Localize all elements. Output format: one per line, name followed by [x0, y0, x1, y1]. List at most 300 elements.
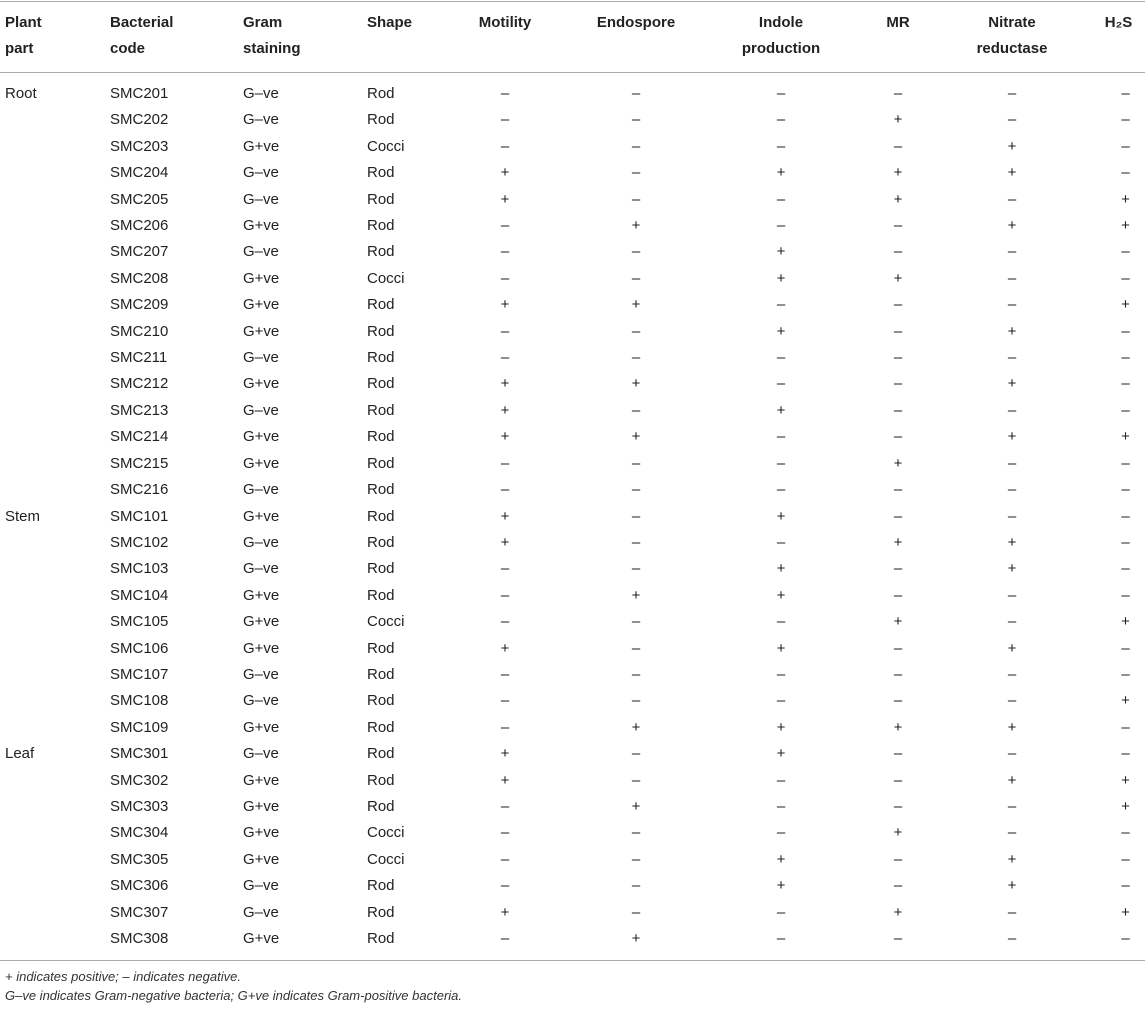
cell-shape: Rod [367, 771, 395, 789]
cell-mr: + [893, 718, 903, 736]
cell-motility: + [500, 533, 510, 551]
cell-shape: Rod [367, 481, 395, 499]
cell-bacterial-code: SMC301 [110, 745, 169, 763]
cell-nitrate-reductase: – [1007, 745, 1017, 763]
table-footnotes [0, 967, 1145, 1005]
cell-motility: – [500, 85, 510, 102]
table-row [0, 424, 1145, 450]
table-row [0, 292, 1145, 318]
cell-gram-staining: G–ve [243, 243, 279, 261]
cell-mr: + [893, 533, 903, 551]
cell-nitrate-reductase: + [1007, 850, 1017, 868]
cell-mr: – [893, 401, 903, 419]
cell-endospore: – [631, 639, 641, 657]
cell-endospore: – [631, 877, 641, 895]
cell-endospore: – [631, 111, 641, 129]
cell-bacterial-code: SMC201 [110, 85, 169, 102]
cell-nitrate-reductase: + [1007, 164, 1017, 182]
table-row [0, 371, 1145, 397]
cell-h2s: + [1121, 797, 1130, 815]
cell-plant-part [0, 768, 105, 794]
cell-shape: Rod [367, 586, 395, 604]
cell-gram-staining: G–ve [243, 164, 279, 182]
table-row [0, 873, 1145, 899]
cell-nitrate-reductase: – [1007, 296, 1017, 314]
cell-bacterial-code: SMC107 [110, 665, 169, 683]
cell-motility: – [500, 560, 510, 578]
cell-h2s: – [1121, 533, 1130, 551]
table-row [0, 530, 1145, 556]
cell-h2s: – [1121, 745, 1130, 763]
table-row [0, 239, 1145, 265]
table-row [0, 794, 1145, 820]
cell-endospore: – [631, 243, 641, 261]
cell-plant-part [0, 477, 105, 503]
cell-nitrate-reductase: + [1007, 375, 1017, 393]
cell-h2s: – [1121, 665, 1130, 683]
cell-mr: + [893, 903, 903, 921]
cell-motility: – [500, 850, 510, 868]
cell-indole-production: – [776, 665, 786, 683]
cell-gram-staining: G–ve [243, 401, 279, 419]
cell-nitrate-reductase: – [1007, 930, 1017, 947]
column-header-indole-production [702, 2, 860, 73]
cell-mr: – [893, 507, 903, 525]
cell-mr: + [893, 269, 903, 287]
cell-gram-staining: G–ve [243, 692, 279, 710]
cell-plant-part [0, 794, 105, 820]
cell-plant-part: Stem [5, 507, 41, 525]
cell-nitrate-reductase: – [1007, 481, 1017, 499]
cell-h2s: + [1121, 296, 1130, 314]
cell-gram-staining: G+ve [243, 613, 280, 631]
cell-motility: – [500, 111, 510, 129]
cell-nitrate-reductase: – [1007, 507, 1017, 525]
cell-bacterial-code: SMC103 [110, 560, 169, 578]
cell-bacterial-code: SMC205 [110, 190, 169, 208]
cell-bacterial-code: SMC109 [110, 718, 169, 736]
cell-bacterial-code: SMC306 [110, 877, 169, 895]
cell-plant-part [0, 266, 105, 292]
cell-plant-part [0, 847, 105, 873]
cell-plant-part [0, 900, 105, 926]
cell-endospore: + [631, 375, 641, 393]
cell-endospore: – [631, 560, 641, 578]
cell-plant-part [0, 662, 105, 688]
cell-shape: Rod [367, 349, 395, 367]
cell-motility: + [500, 428, 510, 446]
cell-plant-part [0, 160, 105, 186]
cell-mr: – [893, 930, 903, 947]
table-row [0, 556, 1145, 582]
cell-shape: Rod [367, 560, 395, 578]
cell-bacterial-code: SMC213 [110, 401, 169, 419]
table-row [0, 345, 1145, 371]
cell-nitrate-reductase: – [1007, 613, 1017, 631]
cell-indole-production: – [776, 111, 786, 129]
cell-motility: – [500, 269, 510, 287]
cell-gram-staining: G+ve [243, 375, 280, 393]
cell-indole-production: – [776, 428, 786, 446]
cell-gram-staining: G+ve [243, 217, 280, 235]
cell-endospore: – [631, 692, 641, 710]
cell-nitrate-reductase: – [1007, 903, 1017, 921]
cell-gram-staining: G+ve [243, 771, 280, 789]
cell-plant-part: Root [5, 85, 37, 102]
cell-gram-staining: G+ve [243, 930, 280, 947]
column-header-label: Indole production [741, 14, 821, 57]
cell-h2s: + [1121, 190, 1130, 208]
cell-endospore: – [631, 481, 641, 499]
cell-motility: – [500, 481, 510, 499]
cell-nitrate-reductase: + [1007, 217, 1017, 235]
cell-gram-staining: G+ve [243, 639, 280, 657]
cell-indole-production: – [776, 613, 786, 631]
cell-shape: Cocci [367, 137, 405, 155]
cell-endospore: + [631, 217, 641, 235]
column-header-label: H₂S [1104, 14, 1133, 31]
cell-plant-part [0, 187, 105, 213]
cell-gram-staining: G+ve [243, 428, 280, 446]
cell-gram-staining: G–ve [243, 877, 279, 895]
cell-motility: – [500, 243, 510, 261]
cell-indole-production: – [776, 85, 786, 102]
cell-gram-staining: G+ve [243, 296, 280, 314]
table-row [0, 741, 1145, 767]
table-row [0, 107, 1145, 133]
cell-endospore: + [631, 428, 641, 446]
cell-plant-part [0, 873, 105, 899]
table-row [0, 688, 1145, 714]
table-footnote: + indicates positive; – indicates negative. [5, 969, 241, 985]
cell-nitrate-reductase: + [1007, 560, 1017, 578]
cell-shape: Rod [367, 454, 395, 472]
cell-h2s: – [1121, 269, 1130, 287]
cell-nitrate-reductase: – [1007, 243, 1017, 261]
table-row [0, 213, 1145, 239]
cell-bacterial-code: SMC101 [110, 507, 169, 525]
table-row [0, 398, 1145, 424]
cell-nitrate-reductase: – [1007, 85, 1017, 102]
cell-gram-staining: G–ve [243, 349, 279, 367]
cell-shape: Rod [367, 507, 395, 525]
table-row [0, 160, 1145, 186]
cell-bacterial-code: SMC210 [110, 322, 169, 340]
cell-endospore: + [631, 718, 641, 736]
cell-nitrate-reductase: + [1007, 533, 1017, 551]
table-row [0, 319, 1145, 345]
cell-h2s: – [1121, 639, 1130, 657]
column-header-plant-part [0, 2, 105, 73]
cell-h2s: – [1121, 85, 1130, 102]
cell-h2s: – [1121, 481, 1130, 499]
cell-bacterial-code: SMC304 [110, 824, 169, 842]
column-header-shape [362, 2, 440, 73]
cell-gram-staining: G–ve [243, 665, 279, 683]
cell-endospore: – [631, 533, 641, 551]
cell-h2s: – [1121, 930, 1130, 947]
cell-h2s: – [1121, 454, 1130, 472]
table-body [0, 73, 1145, 961]
cell-indole-production: – [776, 824, 786, 842]
table-row [0, 73, 1145, 108]
cell-h2s: – [1121, 718, 1130, 736]
cell-bacterial-code: SMC212 [110, 375, 169, 393]
cell-indole-production: + [776, 850, 786, 868]
cell-motility: – [500, 824, 510, 842]
cell-nitrate-reductase: + [1007, 322, 1017, 340]
cell-mr: – [893, 375, 903, 393]
cell-plant-part [0, 424, 105, 450]
cell-plant-part [0, 398, 105, 424]
cell-motility: + [500, 507, 510, 525]
cell-h2s: – [1121, 401, 1130, 419]
cell-endospore: – [631, 613, 641, 631]
cell-mr: – [893, 217, 903, 235]
cell-bacterial-code: SMC207 [110, 243, 169, 261]
cell-motility: – [500, 797, 510, 815]
table-row [0, 504, 1145, 530]
cell-nitrate-reductase: – [1007, 190, 1017, 208]
cell-motility: – [500, 586, 510, 604]
cell-shape: Rod [367, 217, 395, 235]
cell-h2s: – [1121, 586, 1130, 604]
cell-gram-staining: G+ve [243, 850, 280, 868]
column-header-gram-staining [238, 2, 362, 73]
cell-nitrate-reductase: + [1007, 771, 1017, 789]
cell-h2s: + [1121, 692, 1130, 710]
cell-nitrate-reductase: – [1007, 269, 1017, 287]
cell-endospore: – [631, 85, 641, 102]
cell-motility: – [500, 137, 510, 155]
table-row [0, 477, 1145, 503]
cell-gram-staining: G–ve [243, 533, 279, 551]
cell-indole-production: + [776, 745, 786, 763]
cell-gram-staining: G–ve [243, 481, 279, 499]
column-header-label: Nitrate reductase [976, 14, 1048, 57]
cell-plant-part [0, 213, 105, 239]
cell-mr: – [893, 692, 903, 710]
cell-bacterial-code: SMC215 [110, 454, 169, 472]
cell-gram-staining: G–ve [243, 85, 279, 102]
cell-indole-production: + [776, 560, 786, 578]
cell-motility: – [500, 454, 510, 472]
table-row [0, 266, 1145, 292]
cell-bacterial-code: SMC105 [110, 613, 169, 631]
cell-h2s: – [1121, 243, 1130, 261]
column-header-motility [440, 2, 570, 73]
cell-gram-staining: G+ve [243, 454, 280, 472]
cell-endospore: – [631, 665, 641, 683]
cell-bacterial-code: SMC209 [110, 296, 169, 314]
cell-endospore: – [631, 137, 641, 155]
cell-h2s: – [1121, 877, 1130, 895]
table-row [0, 187, 1145, 213]
column-header-bacterial-code [105, 2, 238, 73]
table-row [0, 451, 1145, 477]
cell-indole-production: – [776, 137, 786, 155]
cell-mr: – [893, 137, 903, 155]
cell-motility: – [500, 613, 510, 631]
cell-gram-staining: G+ve [243, 269, 280, 287]
cell-indole-production: – [776, 454, 786, 472]
table-row [0, 926, 1145, 961]
table-row [0, 134, 1145, 160]
table-row [0, 636, 1145, 662]
cell-plant-part [0, 636, 105, 662]
cell-bacterial-code: SMC302 [110, 771, 169, 789]
cell-mr: – [893, 745, 903, 763]
cell-indole-production: – [776, 903, 786, 921]
cell-shape: Rod [367, 190, 395, 208]
cell-shape: Rod [367, 692, 395, 710]
cell-nitrate-reductase: – [1007, 797, 1017, 815]
cell-endospore: – [631, 190, 641, 208]
cell-motility: + [500, 164, 510, 182]
cell-nitrate-reductase: + [1007, 639, 1017, 657]
column-header-nitrate-reductase [936, 2, 1088, 73]
cell-shape: Rod [367, 877, 395, 895]
cell-gram-staining: G+ve [243, 824, 280, 842]
cell-endospore: – [631, 269, 641, 287]
cell-mr: – [893, 481, 903, 499]
cell-shape: Cocci [367, 850, 405, 868]
cell-h2s: + [1121, 771, 1130, 789]
cell-endospore: – [631, 349, 641, 367]
cell-indole-production: – [776, 349, 786, 367]
cell-endospore: – [631, 507, 641, 525]
cell-gram-staining: G+ve [243, 718, 280, 736]
cell-motility: + [500, 639, 510, 657]
cell-mr: – [893, 877, 903, 895]
cell-indole-production: – [776, 533, 786, 551]
column-header-label: Endospore [596, 14, 676, 31]
cell-plant-part [0, 134, 105, 160]
cell-h2s: – [1121, 560, 1130, 578]
cell-plant-part [0, 451, 105, 477]
cell-shape: Cocci [367, 269, 405, 287]
cell-mr: – [893, 797, 903, 815]
cell-indole-production: – [776, 296, 786, 314]
cell-endospore: + [631, 797, 641, 815]
cell-shape: Rod [367, 533, 395, 551]
cell-nitrate-reductase: + [1007, 877, 1017, 895]
cell-nitrate-reductase: – [1007, 586, 1017, 604]
column-header-endospore [570, 2, 702, 73]
cell-mr: – [893, 322, 903, 340]
cell-bacterial-code: SMC214 [110, 428, 169, 446]
cell-mr: + [893, 454, 903, 472]
table-row [0, 820, 1145, 846]
cell-indole-production: + [776, 164, 786, 182]
cell-indole-production: + [776, 877, 786, 895]
cell-mr: – [893, 428, 903, 446]
cell-plant-part [0, 371, 105, 397]
cell-indole-production: + [776, 322, 786, 340]
cell-indole-production: + [776, 243, 786, 261]
cell-indole-production: – [776, 930, 786, 947]
cell-endospore: + [631, 296, 641, 314]
cell-plant-part [0, 239, 105, 265]
cell-gram-staining: G+ve [243, 137, 280, 155]
cell-plant-part [0, 609, 105, 635]
cell-mr: – [893, 85, 903, 102]
cell-h2s: – [1121, 164, 1130, 182]
cell-motility: – [500, 322, 510, 340]
cell-nitrate-reductase: + [1007, 718, 1017, 736]
cell-shape: Rod [367, 718, 395, 736]
cell-plant-part [0, 820, 105, 846]
column-header-h2s [1088, 2, 1145, 73]
cell-shape: Rod [367, 322, 395, 340]
cell-h2s: – [1121, 322, 1130, 340]
cell-gram-staining: G–ve [243, 745, 279, 763]
cell-motility: – [500, 877, 510, 895]
cell-bacterial-code: SMC202 [110, 111, 169, 129]
cell-bacterial-code: SMC211 [110, 349, 168, 367]
cell-motility: + [500, 375, 510, 393]
cell-nitrate-reductase: – [1007, 401, 1017, 419]
cell-nitrate-reductase: – [1007, 349, 1017, 367]
cell-shape: Rod [367, 164, 395, 182]
cell-gram-staining: G–ve [243, 560, 279, 578]
cell-bacterial-code: SMC308 [110, 930, 169, 947]
column-header-mr [860, 2, 936, 73]
cell-indole-production: + [776, 639, 786, 657]
cell-motility: – [500, 349, 510, 367]
cell-motility: + [500, 903, 510, 921]
cell-nitrate-reductase: – [1007, 665, 1017, 683]
column-header-label: Motility [478, 14, 532, 31]
cell-nitrate-reductase: – [1007, 824, 1017, 842]
cell-mr: – [893, 850, 903, 868]
cell-indole-production: – [776, 771, 786, 789]
cell-gram-staining: G–ve [243, 190, 279, 208]
cell-nitrate-reductase: – [1007, 454, 1017, 472]
cell-mr: + [893, 613, 903, 631]
cell-gram-staining: G+ve [243, 586, 280, 604]
cell-motility: + [500, 745, 510, 763]
cell-indole-production: + [776, 269, 786, 287]
cell-mr: – [893, 560, 903, 578]
table-row [0, 609, 1145, 635]
table-row [0, 768, 1145, 794]
cell-h2s: – [1121, 111, 1130, 129]
cell-endospore: – [631, 850, 641, 868]
cell-indole-production: – [776, 797, 786, 815]
table-footnote: G–ve indicates Gram-negative bacteria; G+ve indicates Gram-positive bacteria. [5, 988, 463, 1004]
cell-mr: – [893, 296, 903, 314]
cell-endospore: – [631, 824, 641, 842]
cell-indole-production: + [776, 507, 786, 525]
cell-bacterial-code: SMC108 [110, 692, 169, 710]
cell-nitrate-reductase: + [1007, 137, 1017, 155]
cell-h2s: – [1121, 137, 1130, 155]
cell-gram-staining: G+ve [243, 797, 280, 815]
cell-indole-production: – [776, 217, 786, 235]
cell-indole-production: + [776, 586, 786, 604]
cell-h2s: – [1121, 507, 1130, 525]
cell-plant-part [0, 292, 105, 318]
cell-nitrate-reductase: – [1007, 111, 1017, 129]
cell-motility: + [500, 401, 510, 419]
cell-h2s: – [1121, 824, 1130, 842]
cell-endospore: – [631, 322, 641, 340]
table-row [0, 662, 1145, 688]
cell-indole-production: – [776, 190, 786, 208]
cell-bacterial-code: SMC216 [110, 481, 169, 499]
cell-shape: Rod [367, 797, 395, 815]
